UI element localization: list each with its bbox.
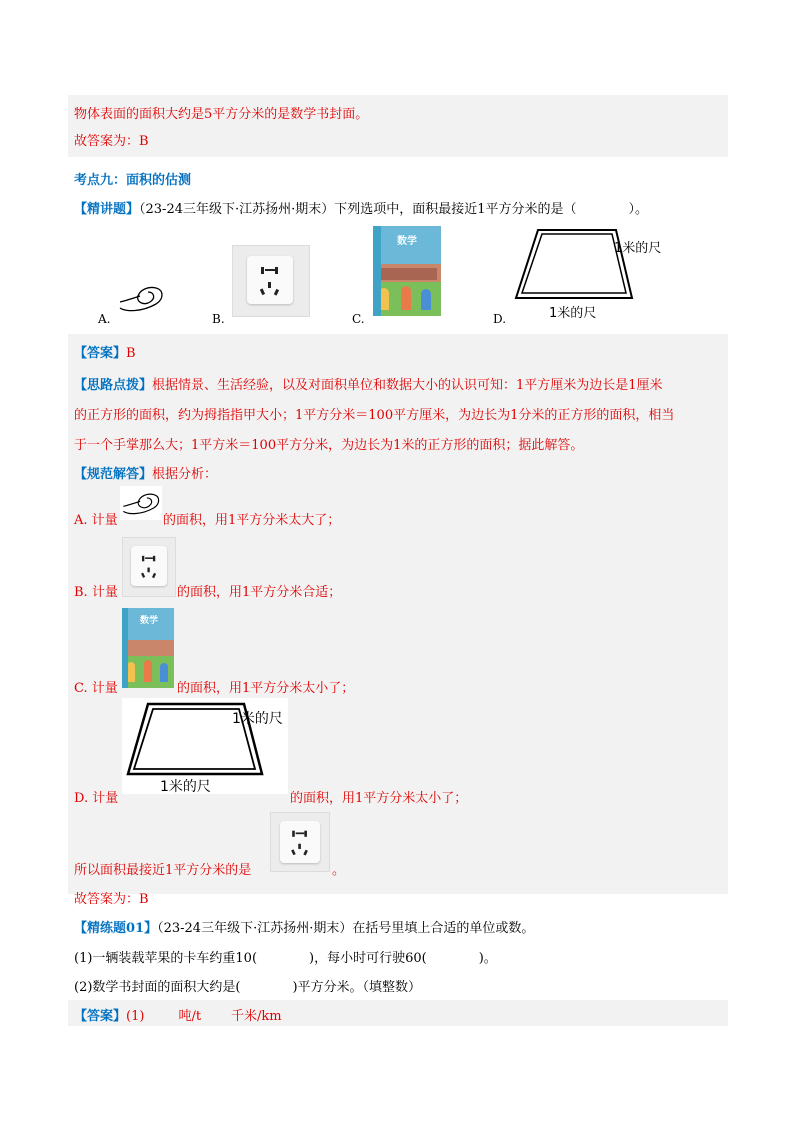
example-question (74, 198, 648, 217)
frame-side-label: 1米的尺 (232, 711, 283, 727)
conclusion-pre: 所以面积最接近1平方分米的是 (74, 863, 252, 878)
solution-d-pre: D. 计量 (74, 791, 119, 806)
socket-image (270, 812, 330, 872)
hint-line-3: 于一个手掌那么大；1平方米＝100平方分米，为边长为1米的正方形的面积；据此解答。 (74, 438, 584, 453)
solution-a-post: 的面积，用1平方分米太大了； (163, 513, 341, 528)
hint-tag: 【思路点拨】 (74, 378, 153, 393)
frame-bottom-label: 1米的尺 (160, 779, 211, 795)
answer-tag: 【答案】 (74, 346, 127, 361)
prev-answer-line: 物体表面的面积大约是5平方分米的是数学书封面。 (74, 107, 369, 122)
practice-answer-tag: 【答案】 (74, 1009, 127, 1024)
section-title: 考点九：面积的估测 (74, 173, 192, 188)
frame-side-label: 1米的尺 (614, 241, 662, 256)
math-book-image (122, 608, 174, 688)
math-book-image (373, 226, 441, 316)
frame-bottom-label: 1米的尺 (549, 306, 597, 321)
solution-intro: 【规范解答】根据分析： (74, 467, 218, 482)
option-b-label: B. (212, 312, 225, 326)
example-text: （23-24三年级下·江苏扬州·期末）下列选项中，面积最接近1平方分米的是（ ）。 (139, 202, 649, 217)
socket-icon (131, 546, 167, 586)
book-title: 数学 (140, 616, 159, 626)
option-d-label: D. (493, 312, 507, 326)
practice-tag: 【精练题01】 (74, 921, 158, 936)
example-tag: 【精讲题】 (74, 202, 140, 217)
socket-icon (280, 821, 320, 863)
solution-a-pre: A. 计量 (74, 513, 118, 528)
book-title: 数学 (397, 236, 417, 247)
practice-question: 【精练题01】（23-24三年级下·江苏扬州·期末）在括号里填上合适的单位或数。 (74, 921, 535, 936)
socket-image (122, 537, 176, 597)
solution-b-post: 的面积，用1平方分米合适； (177, 585, 342, 600)
option-a-label: A. (98, 312, 111, 326)
solution-tag: 【规范解答】 (74, 467, 153, 482)
answer-line (74, 342, 136, 361)
practice-q1: (1)一辆装载苹果的卡车约重10( )，每小时可行驶60( )。 (74, 951, 497, 966)
solution-d-post: 的面积，用1平方分米太小了； (290, 791, 468, 806)
option-c-label: C. (352, 312, 365, 326)
solution-c-pre: C. 计量 (74, 681, 118, 696)
meter-frame-image (122, 698, 288, 794)
practice-answer-line: 【答案】(1) 吨/t 千米/km (74, 1009, 282, 1024)
socket-icon (247, 256, 293, 304)
hint-line-2: 的正方形的面积，约为拇指指甲大小；1平方分米＝100平方厘米，为边长为1分米的正方形的面积，相当 (74, 408, 675, 423)
hint-line-1: 【思路点拨】根据情景、生活经验，以及对面积单位和数据大小的认识可知：1平方厘米为边长是1厘米 (74, 378, 663, 393)
conclusion-post: 。 (332, 863, 346, 878)
solution-a-image-box (120, 486, 162, 520)
solution-c-post: 的面积，用1平方分米太小了； (177, 681, 355, 696)
socket-image (232, 245, 310, 317)
prev-answer-final: 故答案为：B (74, 134, 149, 149)
practice-q2: (2)数学书封面的面积大约是( )平方分米。（填整数） (74, 980, 422, 995)
thumb-icon (116, 280, 166, 316)
solution-final: 故答案为：B (74, 892, 149, 907)
thumb-icon (120, 486, 162, 520)
answer-value: B (126, 346, 136, 361)
solution-b-pre: B. 计量 (74, 585, 118, 600)
